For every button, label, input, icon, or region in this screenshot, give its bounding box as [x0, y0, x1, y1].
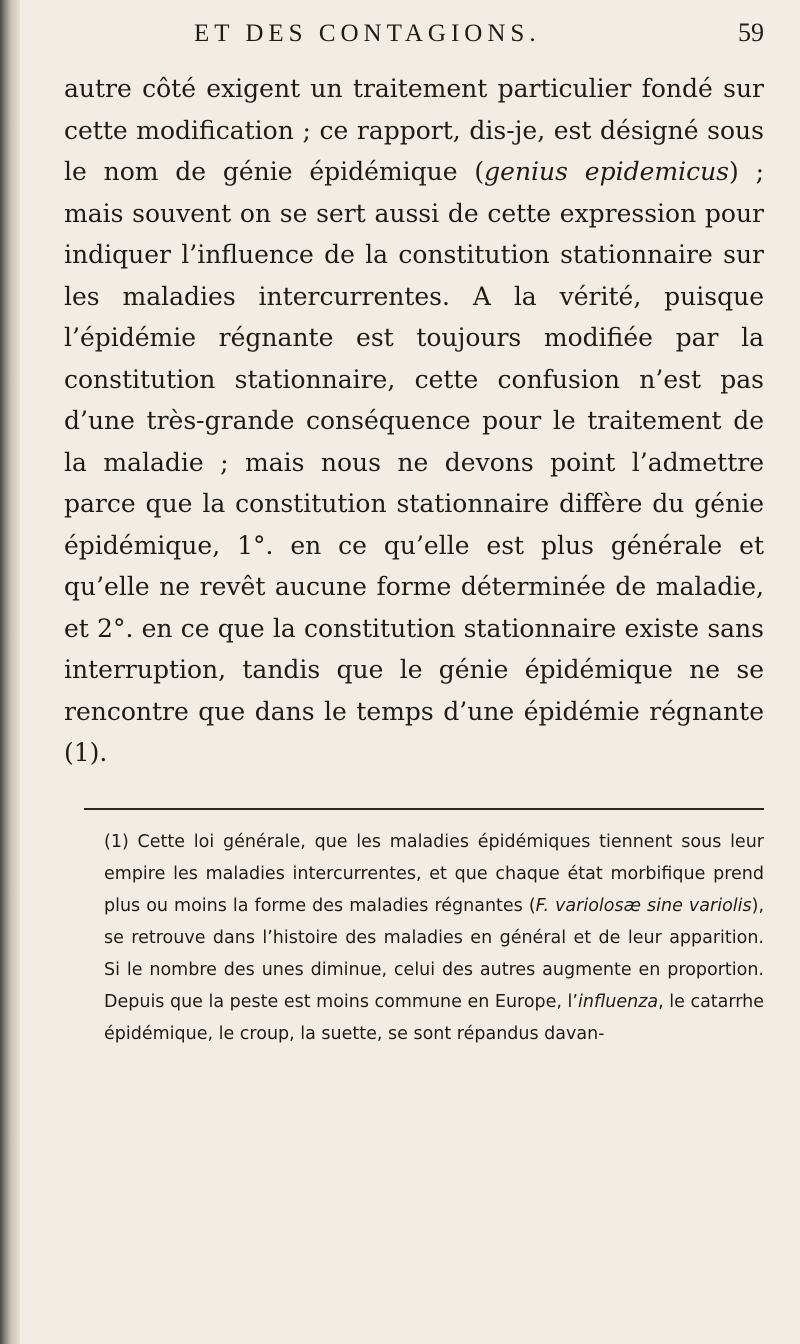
running-title: ET DES CONTAGIONS.: [194, 20, 541, 47]
genius-epidemicus-term: genius epidemicus: [484, 157, 730, 186]
page-header: [64, 18, 764, 58]
footnote-part-2: ), se retrouve dans l’histoire des maladies en général et de leur apparition. Si le nombre des unes diminue, celui des autres augmente en proportion. Depuis que la peste est moins commune en Europe, l’: [104, 895, 765, 1012]
book-page: [64, 18, 764, 1050]
main-text-part-2: ) ; mais souvent on se sert aussi de cette expression pour indiquer l’influence de la constitution stationnaire sur les maladies intercurrentes. A la vérité, puisque l’épidémie régnante est toujours modifiée par la constitution stationnaire, cette confusion n’est pas d’une très-grande conséquence pour le traitement de la maladie ; mais nous ne devons point l’admettre parce que la constitution stationnaire diffère du génie épidémique, 1°. en ce qu’elle est plus générale et qu’elle ne revêt aucune forme déterminée de maladie, et 2°. en ce que la constitution stationnaire existe sans interruption, tandis que le génie épidémique ne se rencontre que dans le temps d’une épidémie régnante (1).: [64, 157, 765, 767]
footnote-separator: [84, 808, 764, 810]
latin-term: F. variolosæ sine variolis: [535, 895, 752, 916]
page-number: 59: [738, 18, 764, 47]
main-text-part-1: autre côté exigent un traitement particulier fondé sur cette modification ; ce rapport, dis-je, est désigné sous le nom de génie épidémique (: [64, 74, 764, 186]
footnote-part-1: (1) Cette loi générale, que les maladies épidémiques tiennent sous leur empire les maladies intercurrentes, et que chaque état morbifique prend plus ou moins la forme des maladies régnantes (: [104, 831, 764, 916]
influenza-term: influenza: [578, 991, 659, 1012]
main-paragraph: [64, 68, 764, 774]
footnote-paragraph: [64, 826, 764, 1050]
main-text: [64, 68, 764, 774]
footnote-part-3: , le catarrhe épidémique, le croup, la suette, se sont répandus davan-: [104, 991, 765, 1044]
book-spine-shadow: [0, 0, 20, 1344]
footnote: [64, 826, 764, 1050]
